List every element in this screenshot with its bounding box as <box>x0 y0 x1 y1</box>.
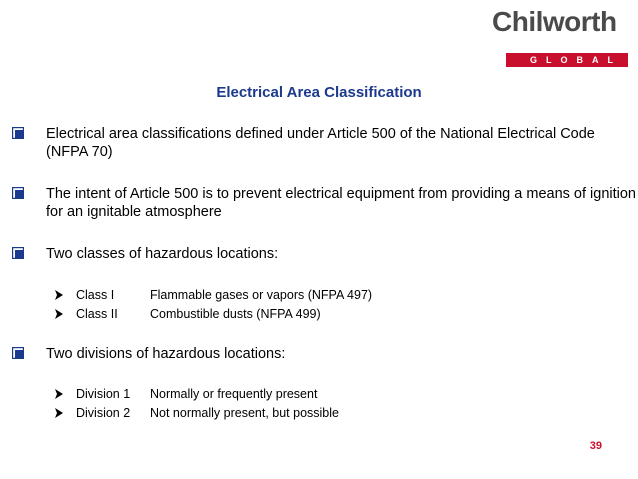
bullet-text: Two classes of hazardous locations: <box>46 246 279 262</box>
checkbox-bullet-icon <box>12 127 24 139</box>
class-name: Class I <box>76 288 115 302</box>
chilworth-logo <box>492 6 632 68</box>
arrow-bullet-icon <box>54 309 64 319</box>
arrow-bullet-icon <box>54 408 64 418</box>
bullet-text: Two divisions of hazardous locations: <box>46 346 286 362</box>
arrow-bullet-icon <box>54 290 64 300</box>
bullet-text: Electrical area classifications defined under Article 500 of the National Electrical Code (NFPA 70) <box>46 126 595 160</box>
division-name: Division 1 <box>76 387 131 401</box>
checkbox-bullet-icon <box>12 187 24 199</box>
logo-subtitle: GLOBAL <box>530 55 622 65</box>
division-desc: Normally or frequently present <box>150 387 318 401</box>
page-number: 39 <box>589 440 602 452</box>
class-desc: Combustible dusts (NFPA 499) <box>150 307 321 321</box>
bullet-text: The intent of Article 500 is to prevent electrical equipment from providing a means of ignition for an ignitable atmosphere <box>46 186 636 220</box>
logo-wordmark: Chilworth <box>492 6 617 37</box>
arrow-bullet-icon <box>54 389 64 399</box>
checkbox-bullet-icon <box>12 347 24 359</box>
division-name: Division 2 <box>76 406 131 420</box>
class-desc: Flammable gases or vapors (NFPA 497) <box>150 288 373 302</box>
slide-title: Electrical Area Classification <box>216 84 422 101</box>
checkbox-bullet-icon <box>12 247 24 259</box>
class-name: Class II <box>76 307 118 321</box>
division-desc: Not normally present, but possible <box>150 406 339 420</box>
